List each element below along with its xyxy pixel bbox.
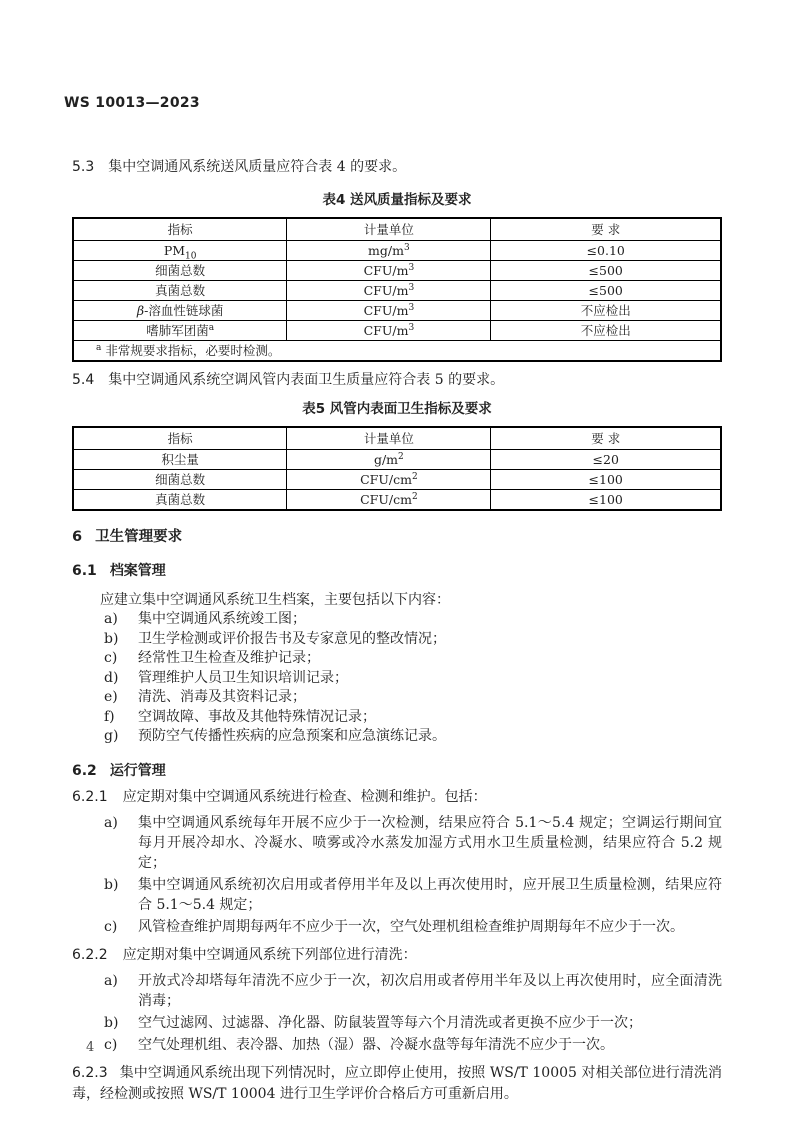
item-label: c) <box>104 650 118 666</box>
clause-5-3-text: 集中空调通风系统送风质量应符合表 4 的要求。 <box>108 159 407 175</box>
unit-superscript: 3 <box>408 322 415 333</box>
indicator-cell: 细菌总数 <box>73 470 287 490</box>
section-6-title: 卫生管理要求 <box>95 529 183 545</box>
unit-cell <box>287 470 491 490</box>
item-label: b) <box>104 630 119 647</box>
item-text: 集中空调通风系统竣工图； <box>138 611 306 627</box>
table4-row <box>73 281 721 301</box>
clause-5-3-number: 5.3 <box>72 159 95 175</box>
unit-text: CFU/m <box>363 283 409 298</box>
indicator-cell <box>73 301 287 321</box>
standard-number: WS 10013—2023 <box>64 95 200 111</box>
unit-cell <box>287 301 491 321</box>
unit-superscript: 3 <box>403 242 410 253</box>
list-item <box>72 1035 722 1055</box>
unit-cell <box>287 321 491 341</box>
item-label: c) <box>104 1036 118 1053</box>
clause-6-2-1-number: 6.2.1 <box>72 788 108 805</box>
item-label: a) <box>104 972 118 989</box>
page-number: 4 <box>86 1040 95 1055</box>
item-text: 空气过滤网、过滤器、净化器、防鼠装置等每六个月清洗或者更换不应少于一次； <box>138 1014 642 1031</box>
unit-superscript: 3 <box>408 282 415 293</box>
clause-5-3 <box>72 158 722 177</box>
indicator-cell: 细菌总数 <box>73 261 287 281</box>
section-6-2-heading <box>72 761 722 781</box>
requirement-cell: ≤500 <box>491 261 721 281</box>
section-6-1-intro: 应建立集中空调通风系统卫生档案，主要包括以下内容： <box>100 592 450 608</box>
clause-5-4 <box>72 371 722 390</box>
section-6-1-heading <box>72 561 722 581</box>
indicator-subscript: 10 <box>185 251 197 262</box>
unit-text: mg/m <box>368 243 404 258</box>
table4-header-requirement: 要 求 <box>491 218 721 241</box>
unit-superscript: 3 <box>408 262 415 273</box>
section-6-number: 6 <box>72 529 83 545</box>
list-item <box>72 630 722 650</box>
table4-header-unit: 计量单位 <box>287 218 491 241</box>
table4 <box>72 217 722 362</box>
unit-text: CFU/m <box>363 303 409 318</box>
archive-list <box>72 610 722 747</box>
indicator-cell <box>73 321 287 341</box>
section-6-2-title: 运行管理 <box>109 762 166 779</box>
list-item <box>72 669 722 689</box>
unit-superscript: 2 <box>411 491 418 502</box>
unit-text: CFU/m <box>363 323 409 338</box>
unit-cell <box>287 241 491 261</box>
table5-row <box>73 490 721 511</box>
item-text: 预防空气传播性疾病的应急预案和应急演练记录。 <box>138 728 446 744</box>
requirement-cell: ≤20 <box>491 450 721 470</box>
item-text: 空气处理机组、表冷器、加热（湿）器、冷凝水盘等每年清洗不应少于一次。 <box>138 1036 614 1053</box>
item-text: 集中空调通风系统每年开展不应少于一次检测，结果应符合 5.1～5.4 规定；空调运行期间宜每月开展冷却水、冷凝水、喷雾或冷水蒸发加湿方式用水卫生质量检测，结果应符合 5.2 规定； <box>138 814 722 871</box>
item-label: a) <box>104 611 118 627</box>
clause-6-2-1-text: 应定期对集中空调通风系统进行检查、检测和维护。包括： <box>122 788 487 805</box>
requirement-cell: 不应检出 <box>491 321 721 341</box>
indicator-cell: 真菌总数 <box>73 490 287 511</box>
unit-text: CFU/cm <box>360 472 412 487</box>
table4-row <box>73 261 721 281</box>
table4-footnote <box>73 341 721 362</box>
clause-6-2-2 <box>72 945 722 965</box>
requirement-cell: ≤0.10 <box>491 241 721 261</box>
table4-header-row <box>73 218 721 241</box>
unit-cell <box>287 450 491 470</box>
list-item <box>72 727 722 747</box>
item-text: 开放式冷却塔每年清洗不应少于一次，初次启用或者停用半年及以上再次使用时，应全面清洗消毒； <box>138 972 722 1009</box>
unit-superscript: 2 <box>398 451 404 462</box>
requirement-cell: 不应检出 <box>491 301 721 321</box>
table4-row <box>73 321 721 341</box>
table5 <box>72 426 722 511</box>
section-6-2-number: 6.2 <box>72 762 97 779</box>
item-text: 卫生学检测或评价报告书及专家意见的整改情况； <box>138 630 446 647</box>
footnote-marker: a <box>96 342 102 353</box>
list-item <box>72 1013 722 1033</box>
item-label: e) <box>104 689 118 705</box>
item-text: 空调故障、事故及其他特殊情况记录； <box>138 708 376 725</box>
table5-header-row <box>73 427 721 450</box>
inspection-list <box>72 813 722 937</box>
requirement-cell: ≤500 <box>491 281 721 301</box>
table5-row <box>73 450 721 470</box>
item-text: 清洗、消毒及其资料记录； <box>138 689 306 705</box>
indicator-text: PM <box>163 243 186 258</box>
clause-5-4-number: 5.4 <box>72 372 95 388</box>
table5-header-requirement: 要 求 <box>491 427 721 450</box>
unit-cell <box>287 261 491 281</box>
unit-cell <box>287 490 491 511</box>
unit-superscript: 3 <box>408 302 415 313</box>
item-text: 管理维护人员卫生知识培训记录； <box>138 669 348 686</box>
table4-title: 表4 送风质量指标及要求 <box>322 192 472 208</box>
item-label: b) <box>104 876 119 893</box>
item-label: g) <box>104 728 119 744</box>
item-text: 经常性卫生检查及维护记录； <box>138 650 320 666</box>
list-item <box>72 917 722 937</box>
cleaning-list <box>72 971 722 1055</box>
table5-header-indicator: 指标 <box>73 427 287 450</box>
requirement-cell: ≤100 <box>491 490 721 511</box>
clause-6-2-2-text: 应定期对集中空调通风系统下列部位进行清洗： <box>122 946 417 963</box>
clause-6-2-3-number: 6.2.3 <box>72 1064 108 1081</box>
table4-footnote-row <box>73 341 721 362</box>
clause-6-2-3-text: 集中空调通风系统出现下列情况时，应立即停止使用，按照 WS/T 10005 对相关部位进行清洗消毒，经检测或按照 WS/T 10004 进行卫生学评价合格后方可重新启用。 <box>72 1064 722 1102</box>
table5-title: 表5 风管内表面卫生指标及要求 <box>302 401 492 417</box>
item-label: a) <box>104 814 118 831</box>
table5-row <box>73 470 721 490</box>
unit-text: CFU/cm <box>360 492 412 507</box>
list-item <box>72 610 722 630</box>
footnote-text: 非常规要求指标，必要时检测。 <box>105 343 281 358</box>
table4-header-indicator: 指标 <box>73 218 287 241</box>
item-text: 集中空调通风系统初次启用或者停用半年及以上再次使用时，应开展卫生质量检测，结果应符合 5.1～5.4 规定； <box>138 876 722 913</box>
clause-6-2-1 <box>72 787 722 807</box>
list-item <box>72 813 722 873</box>
section-6-heading <box>72 527 722 547</box>
list-item <box>72 708 722 728</box>
indicator-cell: 积尘量 <box>73 450 287 470</box>
clause-6-2-2-number: 6.2.2 <box>72 946 108 963</box>
item-label: c) <box>104 918 118 935</box>
indicator-text: 嗜肺军团菌 <box>146 323 209 338</box>
clause-5-4-text: 集中空调通风系统空调风管内表面卫生质量应符合表 5 的要求。 <box>108 372 505 388</box>
unit-cell <box>287 281 491 301</box>
section-6-1-title: 档案管理 <box>109 563 166 579</box>
indicator-cell <box>73 241 287 261</box>
clause-6-2-3 <box>72 1063 722 1105</box>
unit-superscript: 2 <box>411 471 418 482</box>
table4-row <box>73 301 721 321</box>
item-label: f) <box>104 708 115 725</box>
unit-text: CFU/m <box>363 263 409 278</box>
item-label: b) <box>104 1014 119 1031</box>
indicator-cell: 真菌总数 <box>73 281 287 301</box>
list-item <box>72 649 722 669</box>
requirement-cell: ≤100 <box>491 470 721 490</box>
indicator-superscript: a <box>208 322 215 333</box>
list-item <box>72 971 722 1011</box>
unit-text: g/m <box>373 452 399 467</box>
list-item <box>72 688 722 708</box>
section-6-1-number: 6.1 <box>72 563 97 579</box>
item-label: d) <box>104 669 119 686</box>
table4-row <box>73 241 721 261</box>
table5-header-unit: 计量单位 <box>287 427 491 450</box>
list-item <box>72 875 722 915</box>
indicator-italic-text: β <box>136 303 145 318</box>
indicator-text: -溶血性链球菌 <box>144 303 224 318</box>
item-text: 风管检查维护周期每两年不应少于一次，空气处理机组检查维护周期每年不应少于一次。 <box>138 918 684 935</box>
